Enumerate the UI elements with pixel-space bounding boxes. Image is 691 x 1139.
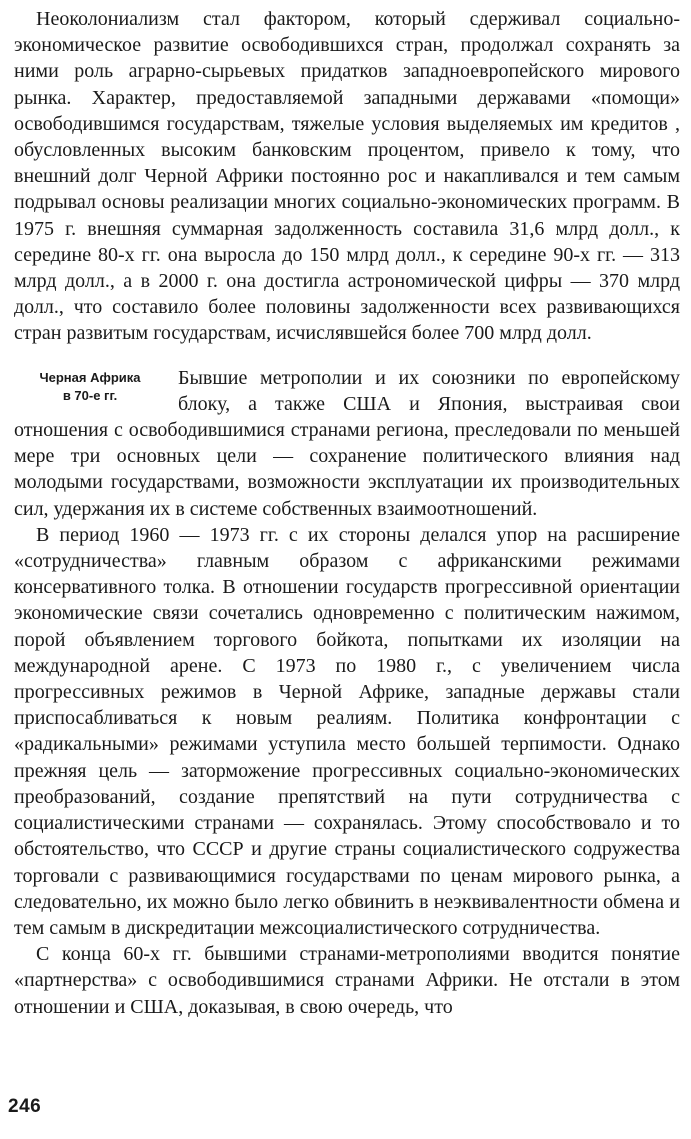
book-page bbox=[14, 6, 680, 1131]
side-heading bbox=[14, 369, 166, 405]
paragraph-partnership: С конца 60-х гг. бывшими странами-метрополиями вводится понятие «партнерства» с освободившимися странами Африки. Не отстали в этом отношении и США, доказывая, в свою очередь, что bbox=[14, 943, 680, 1018]
page-number: 246 bbox=[8, 1096, 42, 1117]
section-black-africa-70s bbox=[14, 365, 680, 1020]
side-heading-line1: Черная Африка bbox=[39, 369, 141, 385]
paragraph-period-1960-1973: В период 1960 — 1973 гг. с их стороны делался упор на расширение «сотрудничества» главным образом с африканскими режимами консервативного толка. В отношении государств прогрессивной ориентации экономические связи сочетались одновременно с политическим нажимом, порой объявлением торгового бойкота, попытками их изоляции на международной арене. С 1973 по 1980 г., с увеличением числа прогрессивных режимов в Черной Африке, западные державы стали приспосабливаться к новым реалиям. Политика конфронтации с «радикальными» режимами уступила место большей терпимости. Однако прежняя цель — заторможение прогрессивных социально-экономических преобразований, создание препятствий на пути сотрудничества с социалистическими странами — сохранялась. Этому способствовало и то обстоятельство, что СССР и другие страны социалистического содружества торговали с развивающимися государствами по ценам мирового рынка, а следовательно, их можно было легко обвинить в неэквивалентности обмена и тем самым в дискредитации межсоциалистического сотрудничества. bbox=[14, 523, 680, 939]
side-heading-line2: в 70-е гг. bbox=[62, 387, 118, 403]
paragraph-neocolonialism: Неоколониализм стал фактором, который сдерживал социально-экономическое развитие освободившихся стран, продолжал сохранять за ними роль аграрно-сырьевых придатков западноевропейского мирового рынка. Характер, предоставляемой западными державами «помощи» освободившимся государствам, тяжелые условия выделяемых им кредитов , обусловленных высоким банковским процентом, привело к тому, что внешний долг Черной Африки постоянно рос и накапливался и тем самым подрывал основы реализации многих социально-экономических программ. В 1975 г. внешняя суммарная задолженность составила 31,6 млрд долл., к середине 80-х гг. она выросла до 150 млрд долл., к середине 90-х гг. — 313 млрд долл., а в 2000 г. она достигла астрономической цифры — 370 млрд долл., что составило более половины задолженности всех развивающихся стран развитым государствам, исчислявшейся более 700 млрд долл. bbox=[14, 8, 680, 345]
paragraph-former-metropolises: Бывшие метрополии и их союзники по европейскому блоку, а также США и Япония, выстраивая свои отношения с освободившимися странами региона, преследовали по меньшей мере три основных цели — сохранение политического влияния над молодыми государствами, возможности эксплуатации их производительных сил, удержания их в системе собственных взаимоотношений. bbox=[14, 366, 680, 520]
